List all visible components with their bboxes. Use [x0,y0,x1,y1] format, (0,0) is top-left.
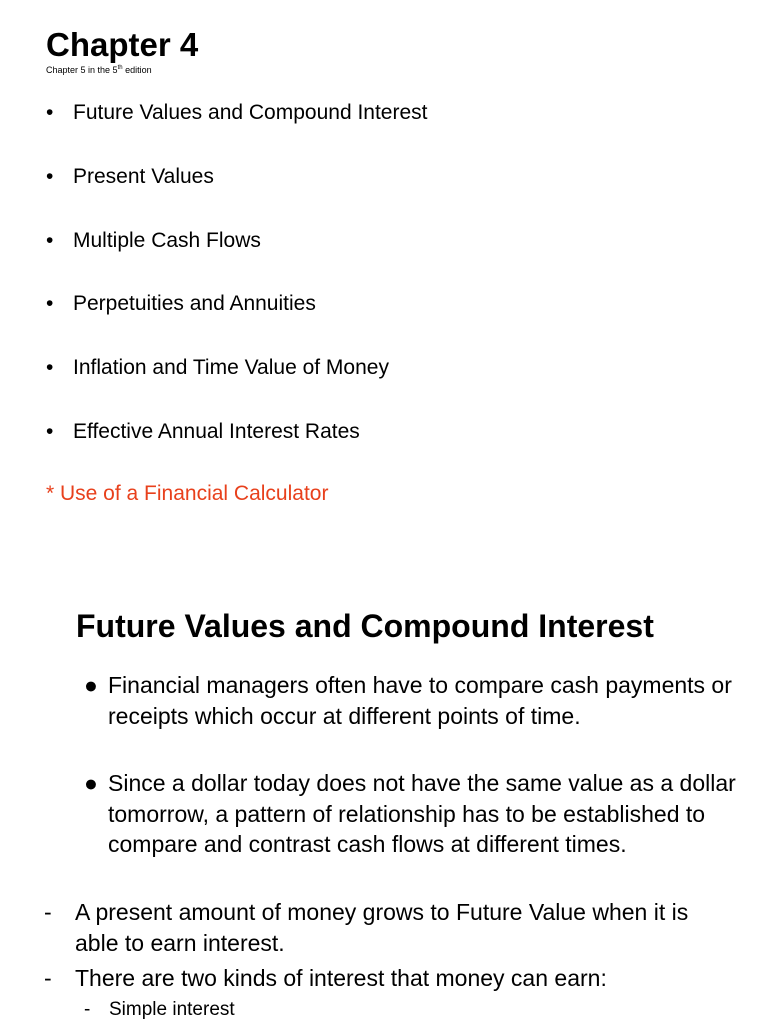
topic-item [46,99,646,127]
topic-label: Multiple Cash Flows [73,229,261,252]
sub-dash-point-text: Simple interest [109,999,235,1020]
dash-point-text: A present amount of money grows to Future Value when it is able to earn interest. [75,899,689,956]
financial-calculator-note: * Use of a Financial Calculator [46,482,329,505]
bullet-icon: • [46,165,54,188]
topic-label: Present Values [73,165,214,188]
sub-dash-bullet-icon: - [84,999,91,1020]
topic-label: Perpetuities and Annuities [73,292,316,315]
topic-item [46,290,646,318]
topic-label: Inflation and Time Value of Money [73,356,389,379]
dash-point-text: There are two kinds of interest that money can earn: [75,965,607,991]
topic-item [46,354,646,382]
edition-note-superscript: th [117,65,123,71]
dash-point [44,897,734,958]
topic-label: Effective Annual Interest Rates [73,420,360,443]
dot-point [84,670,744,731]
section-title: Future Values and Compound Interest [76,608,654,644]
edition-note [46,65,152,76]
edition-note-prefix: Chapter 5 in the 5 [46,65,118,75]
topic-item [46,163,646,191]
bullet-icon: • [46,229,54,252]
edition-note-suffix: edition [122,65,152,75]
bullet-icon: • [46,356,54,379]
dot-bullet-icon: ● [84,672,98,698]
slide-future-values [0,590,768,1024]
dot-bullet-icon: ● [84,770,98,796]
topic-item [46,227,646,255]
dot-point-text: Since a dollar today does not have the same value as a dollar tomorrow, a pattern of relationship has to be established to compare and contrast cash flows at different times. [108,770,736,857]
dash-point [44,963,734,994]
bullet-icon: • [46,420,54,443]
bullet-icon: • [46,292,54,315]
dot-point [84,768,744,860]
bullet-icon: • [46,101,54,124]
topic-label: Future Values and Compound Interest [73,101,428,124]
topic-item [46,418,646,446]
dash-bullet-icon: - [44,965,52,991]
dash-bullet-icon: - [44,899,52,925]
dot-point-text: Financial managers often have to compare cash payments or receipts which occur at different points of time. [108,672,732,729]
chapter-title: Chapter 4 [46,26,199,63]
